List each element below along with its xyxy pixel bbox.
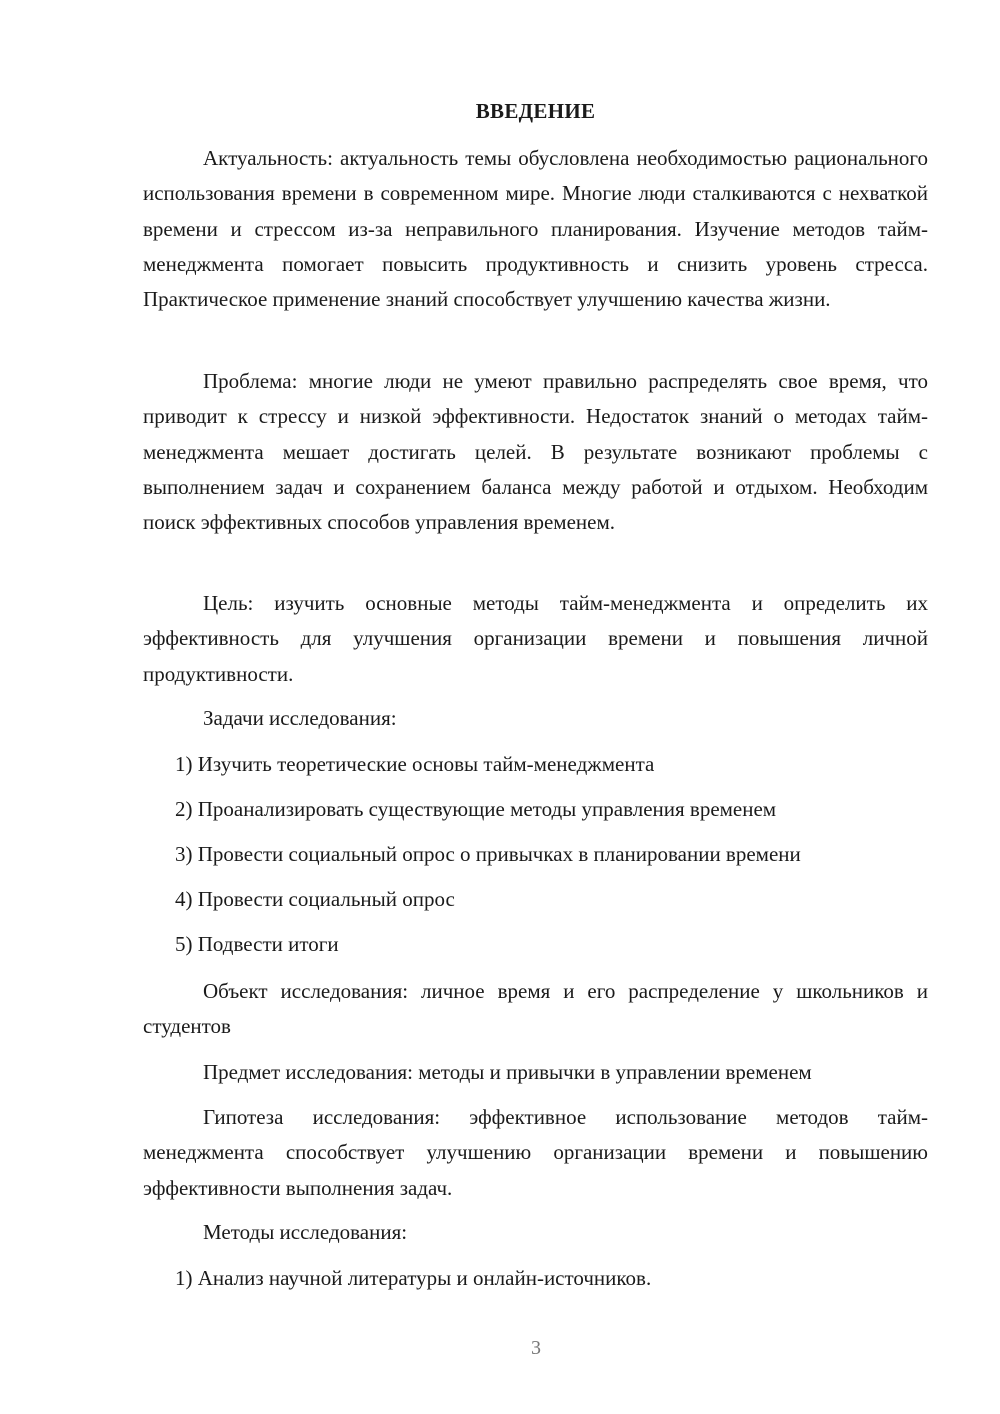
methods-heading: Методы исследования: <box>203 1220 408 1244</box>
page-number: 3 <box>531 1337 541 1359</box>
problem-paragraph: Проблема: многие люди не умеют правильно распределять свое время, что приводит к стрессу и низкой эффективности. Недостаток знаний о методах тайм-менеджмента мешает достигать целей. В результате возникают проблемы с выполнением задач и сохранением баланса между работой и отдыхом. Необходим поиск эффективных способов управления временем. <box>143 369 928 535</box>
relevance-paragraph: Актуальность: актуальность темы обусловлена необходимостью рационального использования времени в современном мире. Многие люди сталкиваются с нехваткой времени и стрессом из-за неправильного планирования. Изучение методов тайм-менеджмента помогает повысить продуктивность и снизить уровень стресса. Практическое применение знаний способствует улучшению качества жизни. <box>143 146 928 312</box>
task-item: 4) Провести социальный опрос <box>175 887 455 911</box>
task-item: 3) Провести социальный опрос о привычках в планировании времени <box>175 842 801 866</box>
subject-paragraph: Предмет исследования: методы и привычки в управлении временем <box>203 1060 812 1084</box>
tasks-heading: Задачи исследования: <box>203 706 397 730</box>
task-item: 2) Проанализировать существующие методы управления временем <box>175 797 777 821</box>
task-item: 1) Изучить теоретические основы тайм-менеджмента <box>175 752 655 776</box>
hypothesis-paragraph: Гипотеза исследования: эффективное использование методов тайм-менеджмента способствует улучшению организации времени и повышению эффективности выполнения задач. <box>143 1105 928 1200</box>
object-paragraph: Объект исследования: личное время и его распределение у школьников и студентов <box>143 979 928 1039</box>
task-item: 5) Подвести итоги <box>175 932 339 956</box>
section-title: ВВЕДЕНИЕ <box>475 99 596 123</box>
method-item: 1) Анализ научной литературы и онлайн-источников. <box>175 1266 652 1290</box>
goal-paragraph: Цель: изучить основные методы тайм-менеджмента и определить их эффективность для улучшения организации времени и повышения личной продуктивности. <box>143 591 928 686</box>
